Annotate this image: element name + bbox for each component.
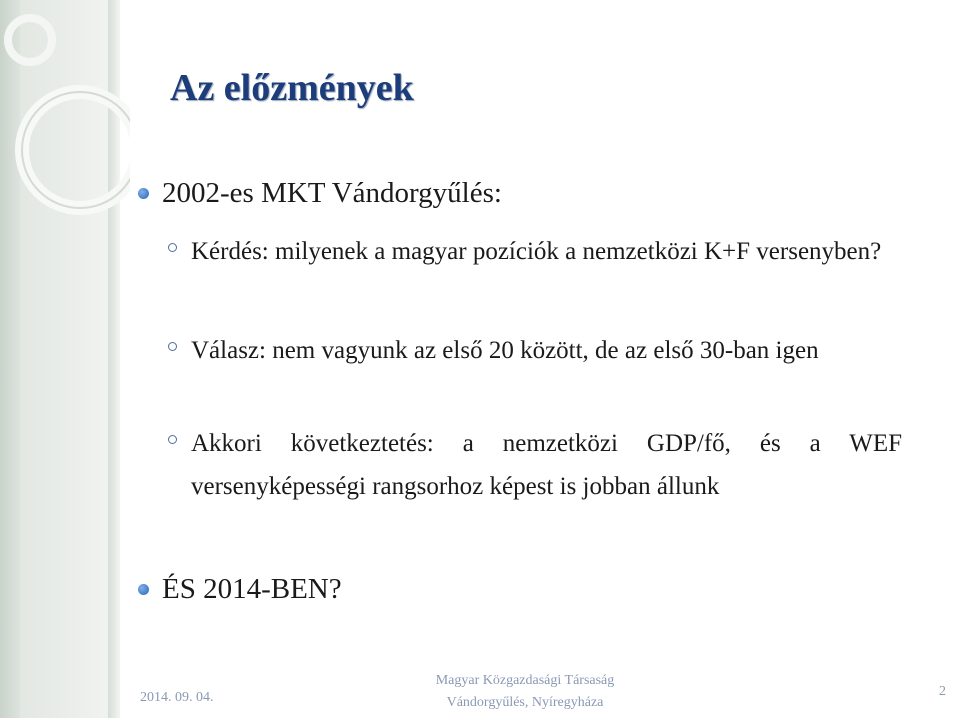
- sub-bullet-ring-icon: [168, 243, 177, 252]
- footer-date: 2014. 09. 04.: [140, 690, 214, 705]
- footer-organization: [390, 670, 660, 714]
- sub-bullet-ring-icon: [168, 342, 177, 351]
- sub-bullet-text: Kérdés: milyenek a magyar pozíciók a nemzetközi K+F versenyben?: [191, 238, 882, 265]
- sub-bullet-ring-icon: [168, 435, 177, 444]
- slide-title: Az előzmények: [170, 67, 414, 109]
- slide-page-number: 2: [939, 684, 946, 699]
- bullet-text: 2002-es MKT Vándorgyűlés:: [162, 177, 502, 209]
- bullet-dot-icon: [138, 584, 149, 595]
- sub-bullet-text: Válasz: nem vagyunk az első 20 között, de az első 30-ban igen: [191, 337, 819, 364]
- bullet-text: ÉS 2014-BEN?: [162, 573, 342, 605]
- footer-org-line-1: Magyar Közgazdasági Társaság: [435, 673, 615, 688]
- sub-bullet-text: Akkori következtetés: a nemzetközi GDP/fő, és a WEF versenyképességi rangsorhoz képest is jobban állunk: [191, 430, 902, 500]
- footer-org-line-2: Vándorgyűlés, Nyíregyháza: [446, 695, 604, 710]
- decorative-circles-graphic: [0, 0, 130, 260]
- bullet-dot-icon: [138, 188, 149, 199]
